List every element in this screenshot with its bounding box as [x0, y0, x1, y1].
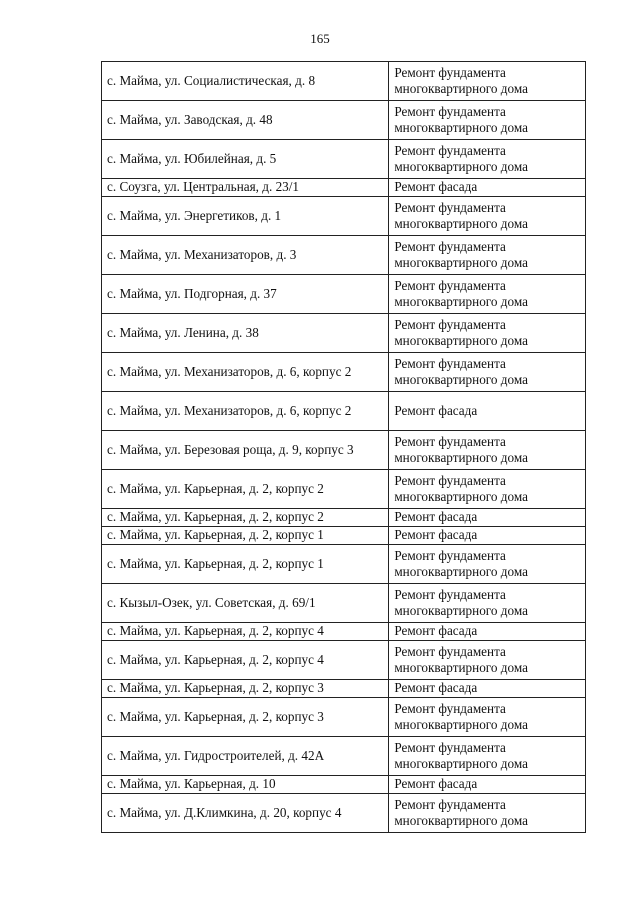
work-type-cell: Ремонт фундамента многоквартирного дома [389, 236, 586, 275]
work-type-cell: Ремонт фасада [389, 680, 586, 698]
table-row [102, 236, 586, 275]
table-row [102, 794, 586, 833]
table-row [102, 314, 586, 353]
address-cell: с. Майма, ул. Карьерная, д. 2, корпус 1 [102, 545, 389, 584]
address-cell: с. Майма, ул. Социалистическая, д. 8 [102, 62, 389, 101]
work-type-cell: Ремонт фундамента многоквартирного дома [389, 641, 586, 680]
address-cell: с. Майма, ул. Заводская, д. 48 [102, 101, 389, 140]
address-cell: с. Майма, ул. Ленина, д. 38 [102, 314, 389, 353]
address-cell: с. Майма, ул. Механизаторов, д. 3 [102, 236, 389, 275]
work-type-cell: Ремонт фундамента многоквартирного дома [389, 101, 586, 140]
work-type-cell: Ремонт фундамента многоквартирного дома [389, 737, 586, 776]
table-row [102, 641, 586, 680]
table-row [102, 140, 586, 179]
work-type-cell: Ремонт фасада [389, 527, 586, 545]
table-row [102, 776, 586, 794]
address-cell: с. Майма, ул. Подгорная, д. 37 [102, 275, 389, 314]
address-cell: с. Майма, ул. Д.Климкина, д. 20, корпус 4 [102, 794, 389, 833]
work-type-cell: Ремонт фундамента многоквартирного дома [389, 470, 586, 509]
work-type-cell: Ремонт фундамента многоквартирного дома [389, 275, 586, 314]
table-row [102, 392, 586, 431]
table-row [102, 275, 586, 314]
address-cell: с. Майма, ул. Карьерная, д. 2, корпус 3 [102, 698, 389, 737]
work-type-cell: Ремонт фундамента многоквартирного дома [389, 431, 586, 470]
table-row [102, 101, 586, 140]
address-cell: с. Кызыл-Озек, ул. Советская, д. 69/1 [102, 584, 389, 623]
address-cell: с. Майма, ул. Карьерная, д. 10 [102, 776, 389, 794]
address-cell: с. Майма, ул. Карьерная, д. 2, корпус 2 [102, 509, 389, 527]
work-type-cell: Ремонт фасада [389, 509, 586, 527]
work-type-cell: Ремонт фундамента многоквартирного дома [389, 353, 586, 392]
address-cell: с. Майма, ул. Березовая роща, д. 9, корпус 3 [102, 431, 389, 470]
table-row [102, 737, 586, 776]
table-row [102, 680, 586, 698]
address-cell: с. Майма, ул. Юбилейная, д. 5 [102, 140, 389, 179]
address-cell: с. Соузга, ул. Центральная, д. 23/1 [102, 179, 389, 197]
table-row [102, 431, 586, 470]
work-type-cell: Ремонт фасада [389, 623, 586, 641]
address-cell: с. Майма, ул. Энергетиков, д. 1 [102, 197, 389, 236]
table-row [102, 584, 586, 623]
table-row [102, 62, 586, 101]
address-cell: с. Майма, ул. Карьерная, д. 2, корпус 3 [102, 680, 389, 698]
table-row [102, 509, 586, 527]
work-type-cell: Ремонт фасада [389, 179, 586, 197]
work-type-cell: Ремонт фундамента многоквартирного дома [389, 545, 586, 584]
address-cell: с. Майма, ул. Механизаторов, д. 6, корпус 2 [102, 392, 389, 431]
work-type-cell: Ремонт фундамента многоквартирного дома [389, 314, 586, 353]
work-type-cell: Ремонт фундамента многоквартирного дома [389, 62, 586, 101]
address-cell: с. Майма, ул. Механизаторов, д. 6, корпус 2 [102, 353, 389, 392]
address-cell: с. Майма, ул. Карьерная, д. 2, корпус 1 [102, 527, 389, 545]
work-type-cell: Ремонт фундамента многоквартирного дома [389, 698, 586, 737]
table-row [102, 179, 586, 197]
repair-table-body [102, 62, 586, 833]
table-row [102, 698, 586, 737]
repair-table [101, 61, 586, 833]
table-row [102, 470, 586, 509]
work-type-cell: Ремонт фундамента многоквартирного дома [389, 794, 586, 833]
address-cell: с. Майма, ул. Карьерная, д. 2, корпус 2 [102, 470, 389, 509]
table-row [102, 197, 586, 236]
work-type-cell: Ремонт фундамента многоквартирного дома [389, 197, 586, 236]
address-cell: с. Майма, ул. Карьерная, д. 2, корпус 4 [102, 641, 389, 680]
table-row [102, 545, 586, 584]
table-row [102, 353, 586, 392]
work-type-cell: Ремонт фасада [389, 776, 586, 794]
address-cell: с. Майма, ул. Гидростроителей, д. 42А [102, 737, 389, 776]
work-type-cell: Ремонт фундамента многоквартирного дома [389, 584, 586, 623]
work-type-cell: Ремонт фасада [389, 392, 586, 431]
work-type-cell: Ремонт фундамента многоквартирного дома [389, 140, 586, 179]
table-row [102, 623, 586, 641]
address-cell: с. Майма, ул. Карьерная, д. 2, корпус 4 [102, 623, 389, 641]
table-row [102, 527, 586, 545]
page-number: 165 [310, 31, 330, 46]
